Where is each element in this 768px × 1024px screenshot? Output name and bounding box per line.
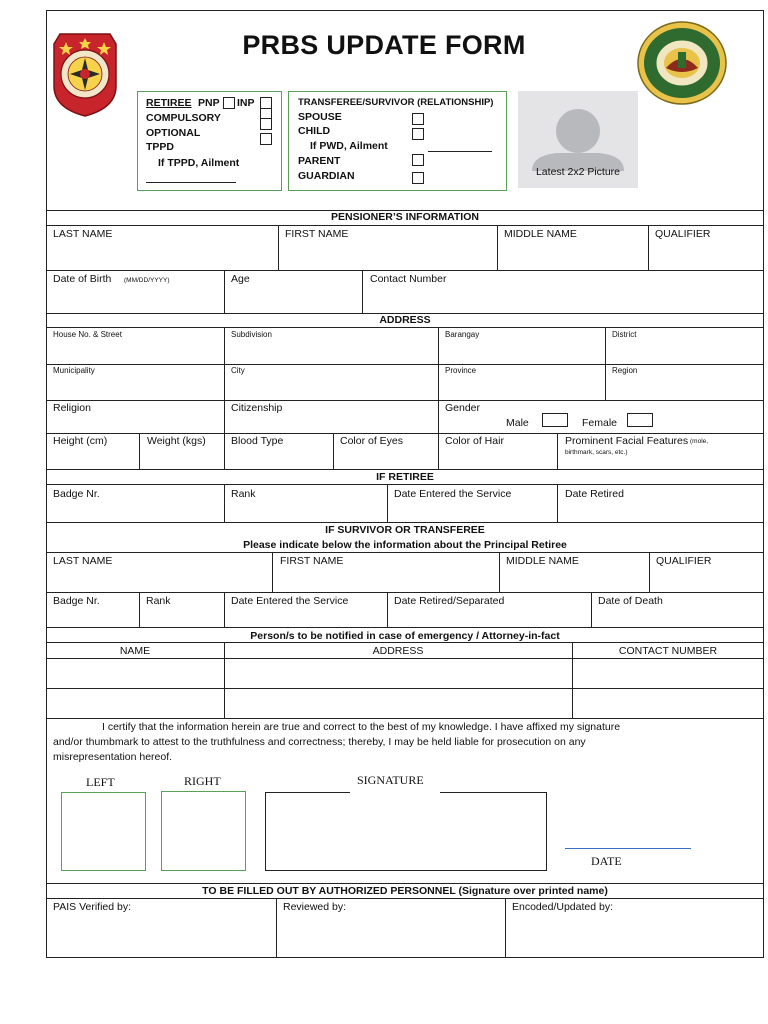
divider [224, 433, 225, 469]
city-label: City [231, 366, 245, 375]
section-authorized: TO BE FILLED OUT BY AUTHORIZED PERSONNEL (Signature over printed name) [202, 885, 608, 897]
hair-color-label: Color of Hair [445, 435, 504, 447]
religion-label: Religion [53, 402, 91, 414]
survivor-rank-label: Rank [146, 595, 171, 607]
retirement-benefits-seal-icon [636, 20, 728, 106]
survivor-badge-label: Badge Nr. [53, 595, 100, 607]
encoded-by-label: Encoded/Updated by: [512, 901, 613, 913]
divider [649, 552, 650, 592]
divider [438, 327, 439, 400]
divider [46, 400, 764, 401]
tppd-ailment-label: If TPPD, Ailment [158, 157, 240, 169]
pnp-checkbox[interactable] [223, 97, 235, 109]
divider [46, 718, 764, 719]
height-label: Height (cm) [53, 435, 108, 447]
survivor-middle-name-label: MIDDLE NAME [506, 555, 579, 567]
contact-number-label: Contact Number [370, 273, 447, 285]
divider [46, 642, 764, 643]
date-line[interactable] [565, 848, 691, 849]
divider [46, 469, 764, 470]
survivor-date-entered-label: Date Entered the Service [231, 595, 349, 607]
divider [46, 270, 764, 271]
divider [276, 898, 277, 958]
divider [505, 898, 506, 958]
last-name-label: LAST NAME [53, 228, 113, 240]
date-retired-label: Date Retired [565, 488, 624, 500]
divider [46, 433, 764, 434]
certification-line-1: I certify that the information herein are true and correct to the best of my knowledge. I have affixed my signature [102, 721, 621, 733]
certification-line-3: misrepresentation hereof. [53, 751, 173, 763]
photo-caption: Latest 2x2 Picture [535, 166, 621, 178]
signature-label: SIGNATURE [357, 773, 424, 787]
divider [557, 433, 558, 469]
divider [139, 433, 140, 469]
child-label: CHILD [298, 125, 331, 137]
gender-label: Gender [445, 402, 481, 414]
survivor-date-retired-label: Date Retired/Separated [394, 595, 505, 607]
signature-gap [350, 791, 440, 794]
spouse-label: SPOUSE [298, 111, 342, 123]
divider [438, 433, 439, 469]
guardian-label: GUARDIAN [298, 170, 355, 182]
compulsory-label: COMPULSORY [146, 112, 221, 124]
left-thumbmark-box[interactable] [61, 792, 146, 871]
signature-box[interactable] [265, 792, 547, 871]
divider [46, 592, 764, 593]
divider [46, 627, 764, 628]
right-thumbmark-label: RIGHT [184, 774, 221, 788]
emergency-contact-header: CONTACT NUMBER [618, 645, 718, 657]
right-thumbmark-box[interactable] [161, 791, 246, 871]
section-pensioner-info: PENSIONER’S INFORMATION [331, 211, 479, 223]
page-title: PRBS UPDATE FORM [242, 30, 526, 60]
province-label: Province [445, 366, 477, 375]
survivor-subtitle: Please indicate below the information about the Principal Retiree [243, 539, 567, 551]
house-street-label: House No. & Street [53, 330, 122, 339]
certification-line-2: and/or thumbmark to attest to the truthfulness and correctness; thereby, I may be held liable for prosecution on any [53, 736, 586, 748]
rank-label: Rank [231, 488, 256, 500]
divider [224, 484, 225, 522]
divider [224, 327, 225, 400]
pais-verified-label: PAIS Verified by: [53, 901, 132, 913]
survivor-qualifier-label: QUALIFIER [656, 555, 712, 567]
weight-label: Weight (kgs) [147, 435, 206, 447]
divider [333, 433, 334, 469]
dob-format-label: (MM/DD/YYYY) [124, 277, 170, 284]
region-label: Region [612, 366, 638, 375]
barangay-label: Barangay [445, 330, 480, 339]
divider [46, 883, 764, 884]
divider [387, 592, 388, 627]
date-entered-label: Date Entered the Service [394, 488, 512, 500]
divider [46, 552, 764, 553]
divider [224, 400, 225, 433]
divider [605, 327, 606, 400]
optional-checkbox[interactable] [260, 133, 272, 145]
date-of-death-label: Date of Death [598, 595, 663, 607]
divider [46, 225, 764, 226]
survivor-first-name-label: FIRST NAME [280, 555, 344, 567]
citizenship-label: Citizenship [231, 402, 283, 414]
divider [46, 364, 764, 365]
divider [557, 484, 558, 522]
section-address: ADDRESS [379, 314, 431, 326]
pnp-seal-icon [52, 30, 118, 118]
facial-features-label: Prominent Facial Features [565, 435, 689, 447]
optional-label: OPTIONAL [146, 127, 201, 139]
parent-label: PARENT [298, 155, 341, 167]
survivor-last-name-label: LAST NAME [53, 555, 113, 567]
district-label: District [612, 330, 637, 339]
divider [591, 592, 592, 627]
section-emergency: Person/s to be notified in case of emergency / Attorney-in-fact [250, 630, 560, 642]
pwd-ailment-label: If PWD, Ailment [310, 140, 388, 152]
emergency-rows[interactable] [47, 659, 763, 717]
tppd-label: TPPD [146, 141, 175, 153]
divider [46, 522, 764, 523]
guardian-checkbox[interactable] [412, 172, 424, 184]
left-thumbmark-label: LEFT [86, 775, 115, 789]
tppd-ailment-line[interactable] [146, 182, 236, 183]
female-label: Female [582, 417, 618, 429]
divider [278, 225, 279, 270]
male-checkbox[interactable] [542, 413, 568, 427]
eye-color-label: Color of Eyes [340, 435, 404, 447]
divider [46, 484, 764, 485]
compulsory-checkbox[interactable] [260, 118, 272, 130]
divider [648, 225, 649, 270]
date-label: DATE [591, 854, 622, 868]
divider [497, 225, 498, 270]
pnp-label: PNP [198, 97, 220, 109]
facial-features-note: (mole, [690, 438, 709, 445]
divider [46, 327, 764, 328]
section-if-retiree: IF RETIREE [376, 471, 434, 483]
emergency-name-header: NAME [119, 645, 151, 657]
transferee-title: TRANSFEREE/SURVIVOR (RELATIONSHIP) [298, 97, 494, 108]
reviewed-by-label: Reviewed by: [283, 901, 347, 913]
inp-label: INP [237, 97, 255, 109]
retiree-label: RETIREE [146, 97, 192, 109]
parent-checkbox[interactable] [412, 154, 424, 166]
municipality-label: Municipality [53, 366, 95, 375]
age-label: Age [231, 273, 250, 285]
divider [387, 484, 388, 522]
divider [499, 552, 500, 592]
subdivision-label: Subdivision [231, 330, 272, 339]
divider [272, 552, 273, 592]
divider [46, 898, 764, 899]
child-checkbox[interactable] [412, 128, 424, 140]
spouse-checkbox[interactable] [412, 113, 424, 125]
middle-name-label: MIDDLE NAME [504, 228, 577, 240]
emergency-address-header: ADDRESS [372, 645, 424, 657]
dob-label: Date of Birth [53, 273, 112, 285]
divider [438, 400, 439, 433]
divider [139, 592, 140, 627]
badge-label: Badge Nr. [53, 488, 100, 500]
section-if-survivor: IF SURVIVOR OR TRANSFEREE [325, 524, 485, 536]
facial-features-note-2: birthmark, scars, etc.) [565, 449, 628, 456]
male-label: Male [506, 417, 529, 429]
qualifier-label: QUALIFIER [655, 228, 711, 240]
pwd-ailment-line[interactable] [428, 151, 492, 152]
divider [224, 270, 225, 313]
female-checkbox[interactable] [627, 413, 653, 427]
divider [362, 270, 363, 313]
blood-type-label: Blood Type [231, 435, 284, 447]
first-name-label: FIRST NAME [285, 228, 349, 240]
divider [224, 592, 225, 627]
